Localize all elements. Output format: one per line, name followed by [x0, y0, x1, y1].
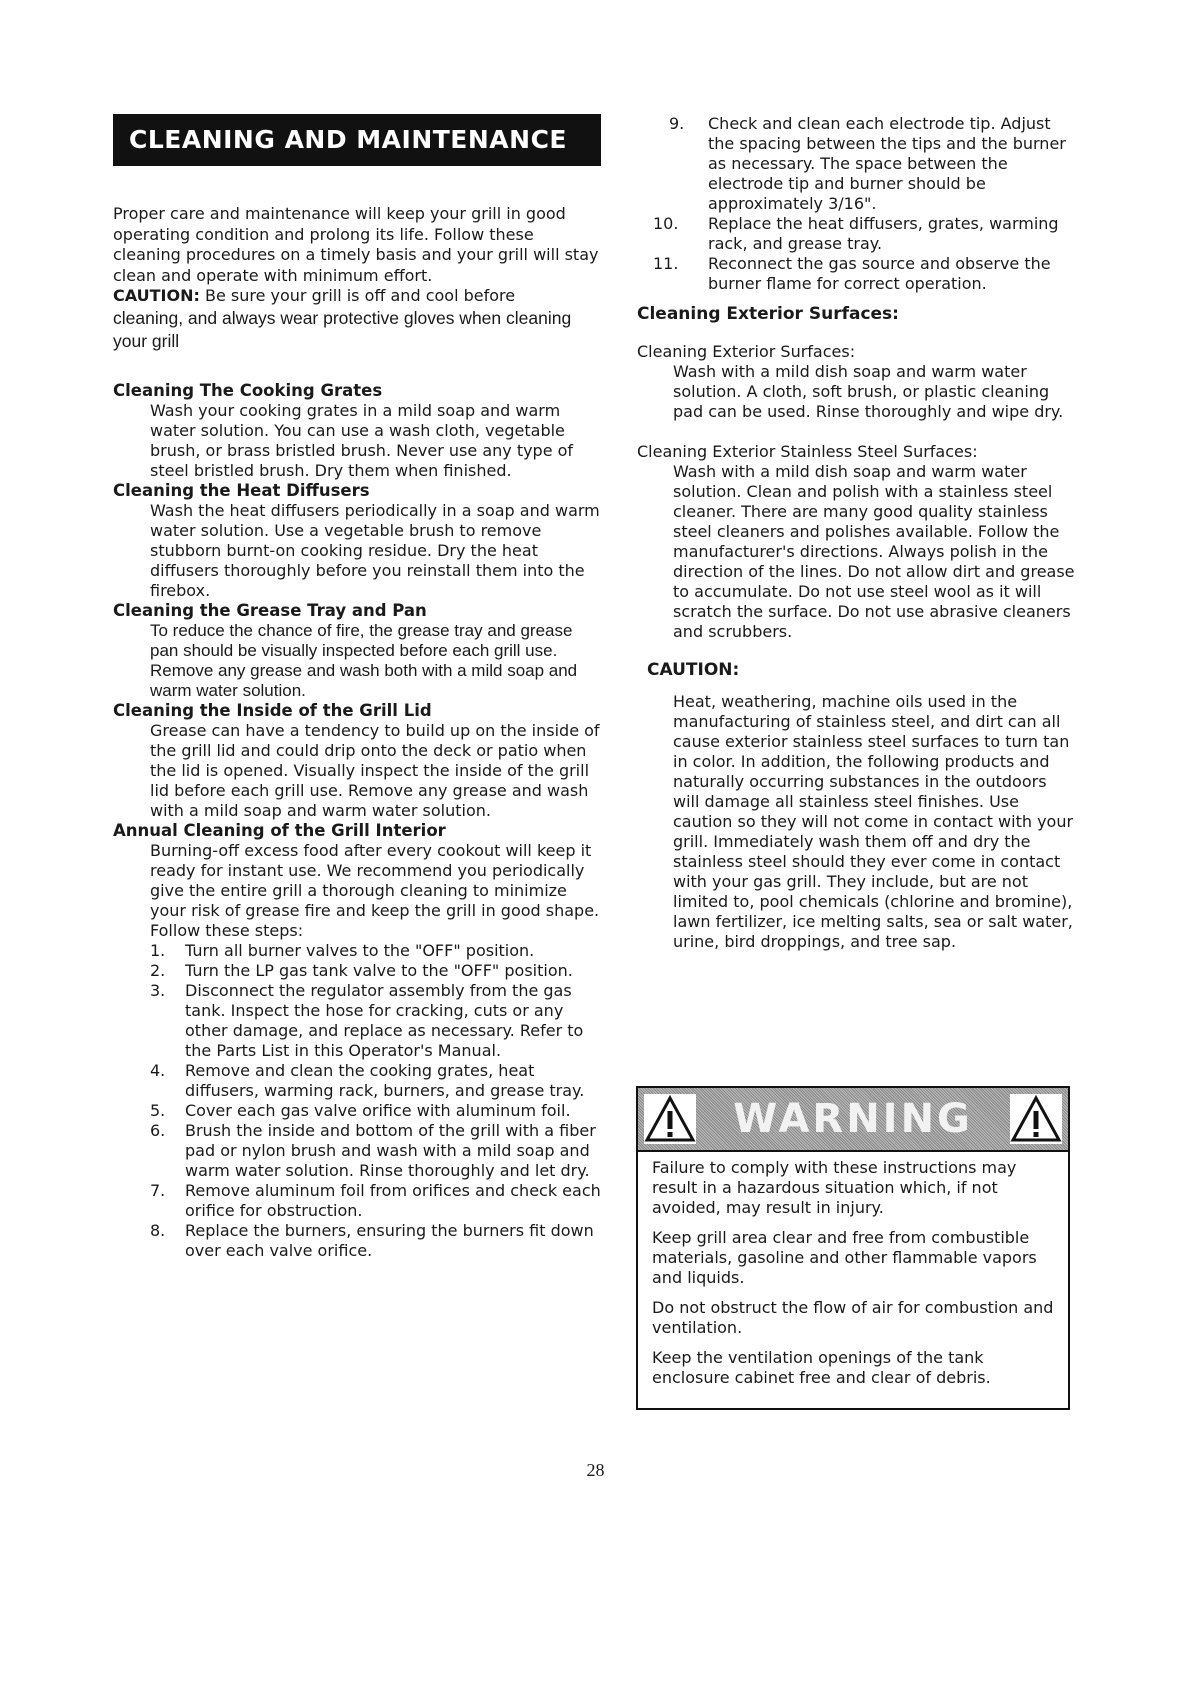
warning-text: [652, 1158, 1057, 1398]
section-heading: Cleaning the Heat Diffusers: [113, 480, 370, 500]
warning-label: WARNING: [733, 1096, 973, 1142]
exterior-p1-head: Cleaning Exterior Surfaces:: [637, 342, 856, 361]
section-body: Burning-off excess food after every cookout will keep it ready for instant use. We recommend you periodically give the entire grill a thorough cleaning to minimize your risk of grease fire and keep the grill in good shape. Follow these steps:: [150, 840, 600, 940]
left-column: [113, 114, 603, 1261]
exterior-heading: Cleaning Exterior Surfaces:: [637, 304, 899, 324]
section-grill-lid: [113, 701, 603, 821]
section-cooking-grates: [113, 381, 603, 481]
step-text: Remove and clean the cooking grates, heat diffusers, warming rack, burners, and grease tray.: [185, 1060, 585, 1100]
step-number: 11.: [653, 254, 679, 273]
section-heading: Annual Cleaning of the Grill Interior: [113, 820, 446, 840]
step-text: Turn the LP gas tank valve to the "OFF" position.: [185, 960, 573, 980]
step-number: 1.: [150, 940, 166, 960]
step-item: [113, 1101, 603, 1121]
section-body: Grease can have a tendency to build up on the inside of the grill lid and could drip onto the deck or patio when the lid is opened. Visually inspect the inside of the grill lid before each grill use. Remove any grease and wash with a mild soap and warm water solution.: [150, 720, 600, 820]
step-number: 9.: [669, 114, 685, 133]
step-item: [113, 1181, 603, 1221]
section-heat-diffusers: [113, 481, 603, 601]
step-item: [113, 941, 603, 961]
step-text: Replace the heat diffusers, grates, warming rack, and grease tray.: [708, 214, 1059, 253]
page-number: 28: [586, 1460, 605, 1480]
step-item: [637, 254, 1077, 294]
step-number: 6.: [150, 1120, 166, 1140]
warning-paragraph: Keep grill area clear and free from combustible materials, gasoline and other flammable vapors and liquids.: [652, 1228, 1037, 1287]
intro-caution-tail: cleaning, and always wear protective gloves when cleaning your grill: [113, 307, 572, 351]
section-body: To reduce the chance of fire, the grease tray and grease pan should be visually inspected before each grill use. Remove any grease and wash both with a mild soap and warm water solution.: [150, 620, 578, 700]
step-number: 10.: [653, 214, 679, 233]
step-number: 7.: [150, 1180, 166, 1200]
warning-box: [636, 1086, 1070, 1410]
step-item: [113, 1121, 603, 1181]
step-text: Cover each gas valve orifice with aluminum foil.: [185, 1100, 571, 1120]
steps-list-right: [637, 114, 1077, 294]
step-number: 3.: [150, 980, 166, 1000]
step-number: 5.: [150, 1100, 166, 1120]
section-heading: Cleaning the Inside of the Grill Lid: [113, 700, 432, 720]
step-number: 4.: [150, 1060, 166, 1080]
warning-paragraph: Do not obstruct the flow of air for combustion and ventilation.: [652, 1298, 1054, 1337]
step-text: Turn all burner valves to the "OFF" position.: [185, 940, 535, 960]
section-heading: Cleaning The Cooking Grates: [113, 380, 383, 400]
right-column: [637, 114, 1077, 952]
step-text: Replace the burners, ensuring the burners fit down over each valve orifice.: [185, 1220, 594, 1260]
step-item: [113, 1061, 603, 1101]
step-number: 2.: [150, 960, 166, 980]
step-item: [637, 114, 1077, 214]
section-body: Wash your cooking grates in a mild soap and warm water solution. You can use a wash cloth, vegetable brush, or brass bristled brush. Never use any type of steel bristled brush. Dry them when finished.: [150, 400, 574, 480]
warning-paragraph: Keep the ventilation openings of the tank enclosure cabinet free and clear of debris.: [652, 1348, 991, 1387]
caution-body: Heat, weathering, machine oils used in the manufacturing of stainless steel, and dirt can all cause exterior stainless steel surfaces to turn tan in color. In addition, the following products and naturally occurring substances in the outdoors will damage all stainless steel finishes. Use caution so they will not come in contact with your grill. Immediately wash them off and dry the stainless steel should they ever come in contact with your gas grill. They include, but are not limited to, pool chemicals (chlorine and bromine), lawn fertilizer, ice melting salts, sea or salt water, urine, bird droppings, and tree sap.: [673, 692, 1074, 951]
exterior-p2-head: Cleaning Exterior Stainless Steel Surfaces:: [637, 442, 978, 461]
step-item: [113, 961, 603, 981]
warning-banner: [636, 1086, 1070, 1152]
intro-paragraph: [113, 204, 603, 353]
section-body: Wash the heat diffusers periodically in a soap and warm water solution. Use a vegetable brush to remove stubborn burnt-on cooking residue. Dry the heat diffusers thoroughly before you reinstall them into the firebox.: [150, 500, 600, 600]
intro-caution-label: CAUTION:: [113, 286, 200, 305]
step-text: Reconnect the gas source and observe the burner flame for correct operation.: [708, 254, 1051, 293]
intro-caution-text: Be sure your grill is off and cool before: [199, 286, 516, 305]
intro-text: Proper care and maintenance will keep your grill in good operating condition and prolong its life. Follow these cleaning procedures on a timely basis and your grill will stay clean and operate with minimum effort.: [113, 204, 599, 285]
step-item: [113, 981, 603, 1061]
section-title: CLEANING AND MAINTENANCE: [113, 114, 601, 166]
step-text: Remove aluminum foil from orifices and check each orifice for obstruction.: [185, 1180, 601, 1220]
step-number: 8.: [150, 1220, 166, 1240]
step-text: Disconnect the regulator assembly from the gas tank. Inspect the hose for cracking, cuts or any other damage, and replace as necessary. Refer to the Parts List in this Operator's Manual.: [185, 980, 584, 1060]
exterior-p1-body: Wash with a mild dish soap and warm water solution. A cloth, soft brush, or plastic cleaning pad can be used. Rinse thoroughly and wipe dry.: [673, 362, 1064, 421]
steps-list-left: [113, 941, 603, 1261]
exterior-p2-body: Wash with a mild dish soap and warm water solution. Clean and polish with a stainless steel cleaner. There are many good quality stainless steel cleaners and polishes available. Follow the manufacturer's directions. Always polish in the direction of the lines. Do not allow dirt and grease to accumulate. Do not use steel wool as it will scratch the surface. Do not use abrasive cleaners and scrubbers.: [673, 462, 1075, 641]
section-heading: Cleaning the Grease Tray and Pan: [113, 600, 427, 620]
section-grease-tray: [113, 601, 603, 701]
warning-paragraph: Failure to comply with these instructions may result in a hazardous situation which, if not avoided, may result in injury.: [652, 1158, 1017, 1217]
warning-triangle-icon: [1010, 1094, 1062, 1144]
step-text: Check and clean each electrode tip. Adjust the spacing between the tips and the burner as necessary. The space between the electrode tip and burner should be approximately 3/16".: [708, 114, 1066, 213]
step-item: [637, 214, 1077, 254]
section-annual-cleaning: [113, 821, 603, 941]
step-item: [113, 1221, 603, 1261]
step-text: Brush the inside and bottom of the grill with a fiber pad or nylon brush and wash with a mild soap and warm water solution. Rinse thoroughly and let dry.: [185, 1120, 596, 1180]
caution-heading: CAUTION:: [647, 660, 740, 680]
